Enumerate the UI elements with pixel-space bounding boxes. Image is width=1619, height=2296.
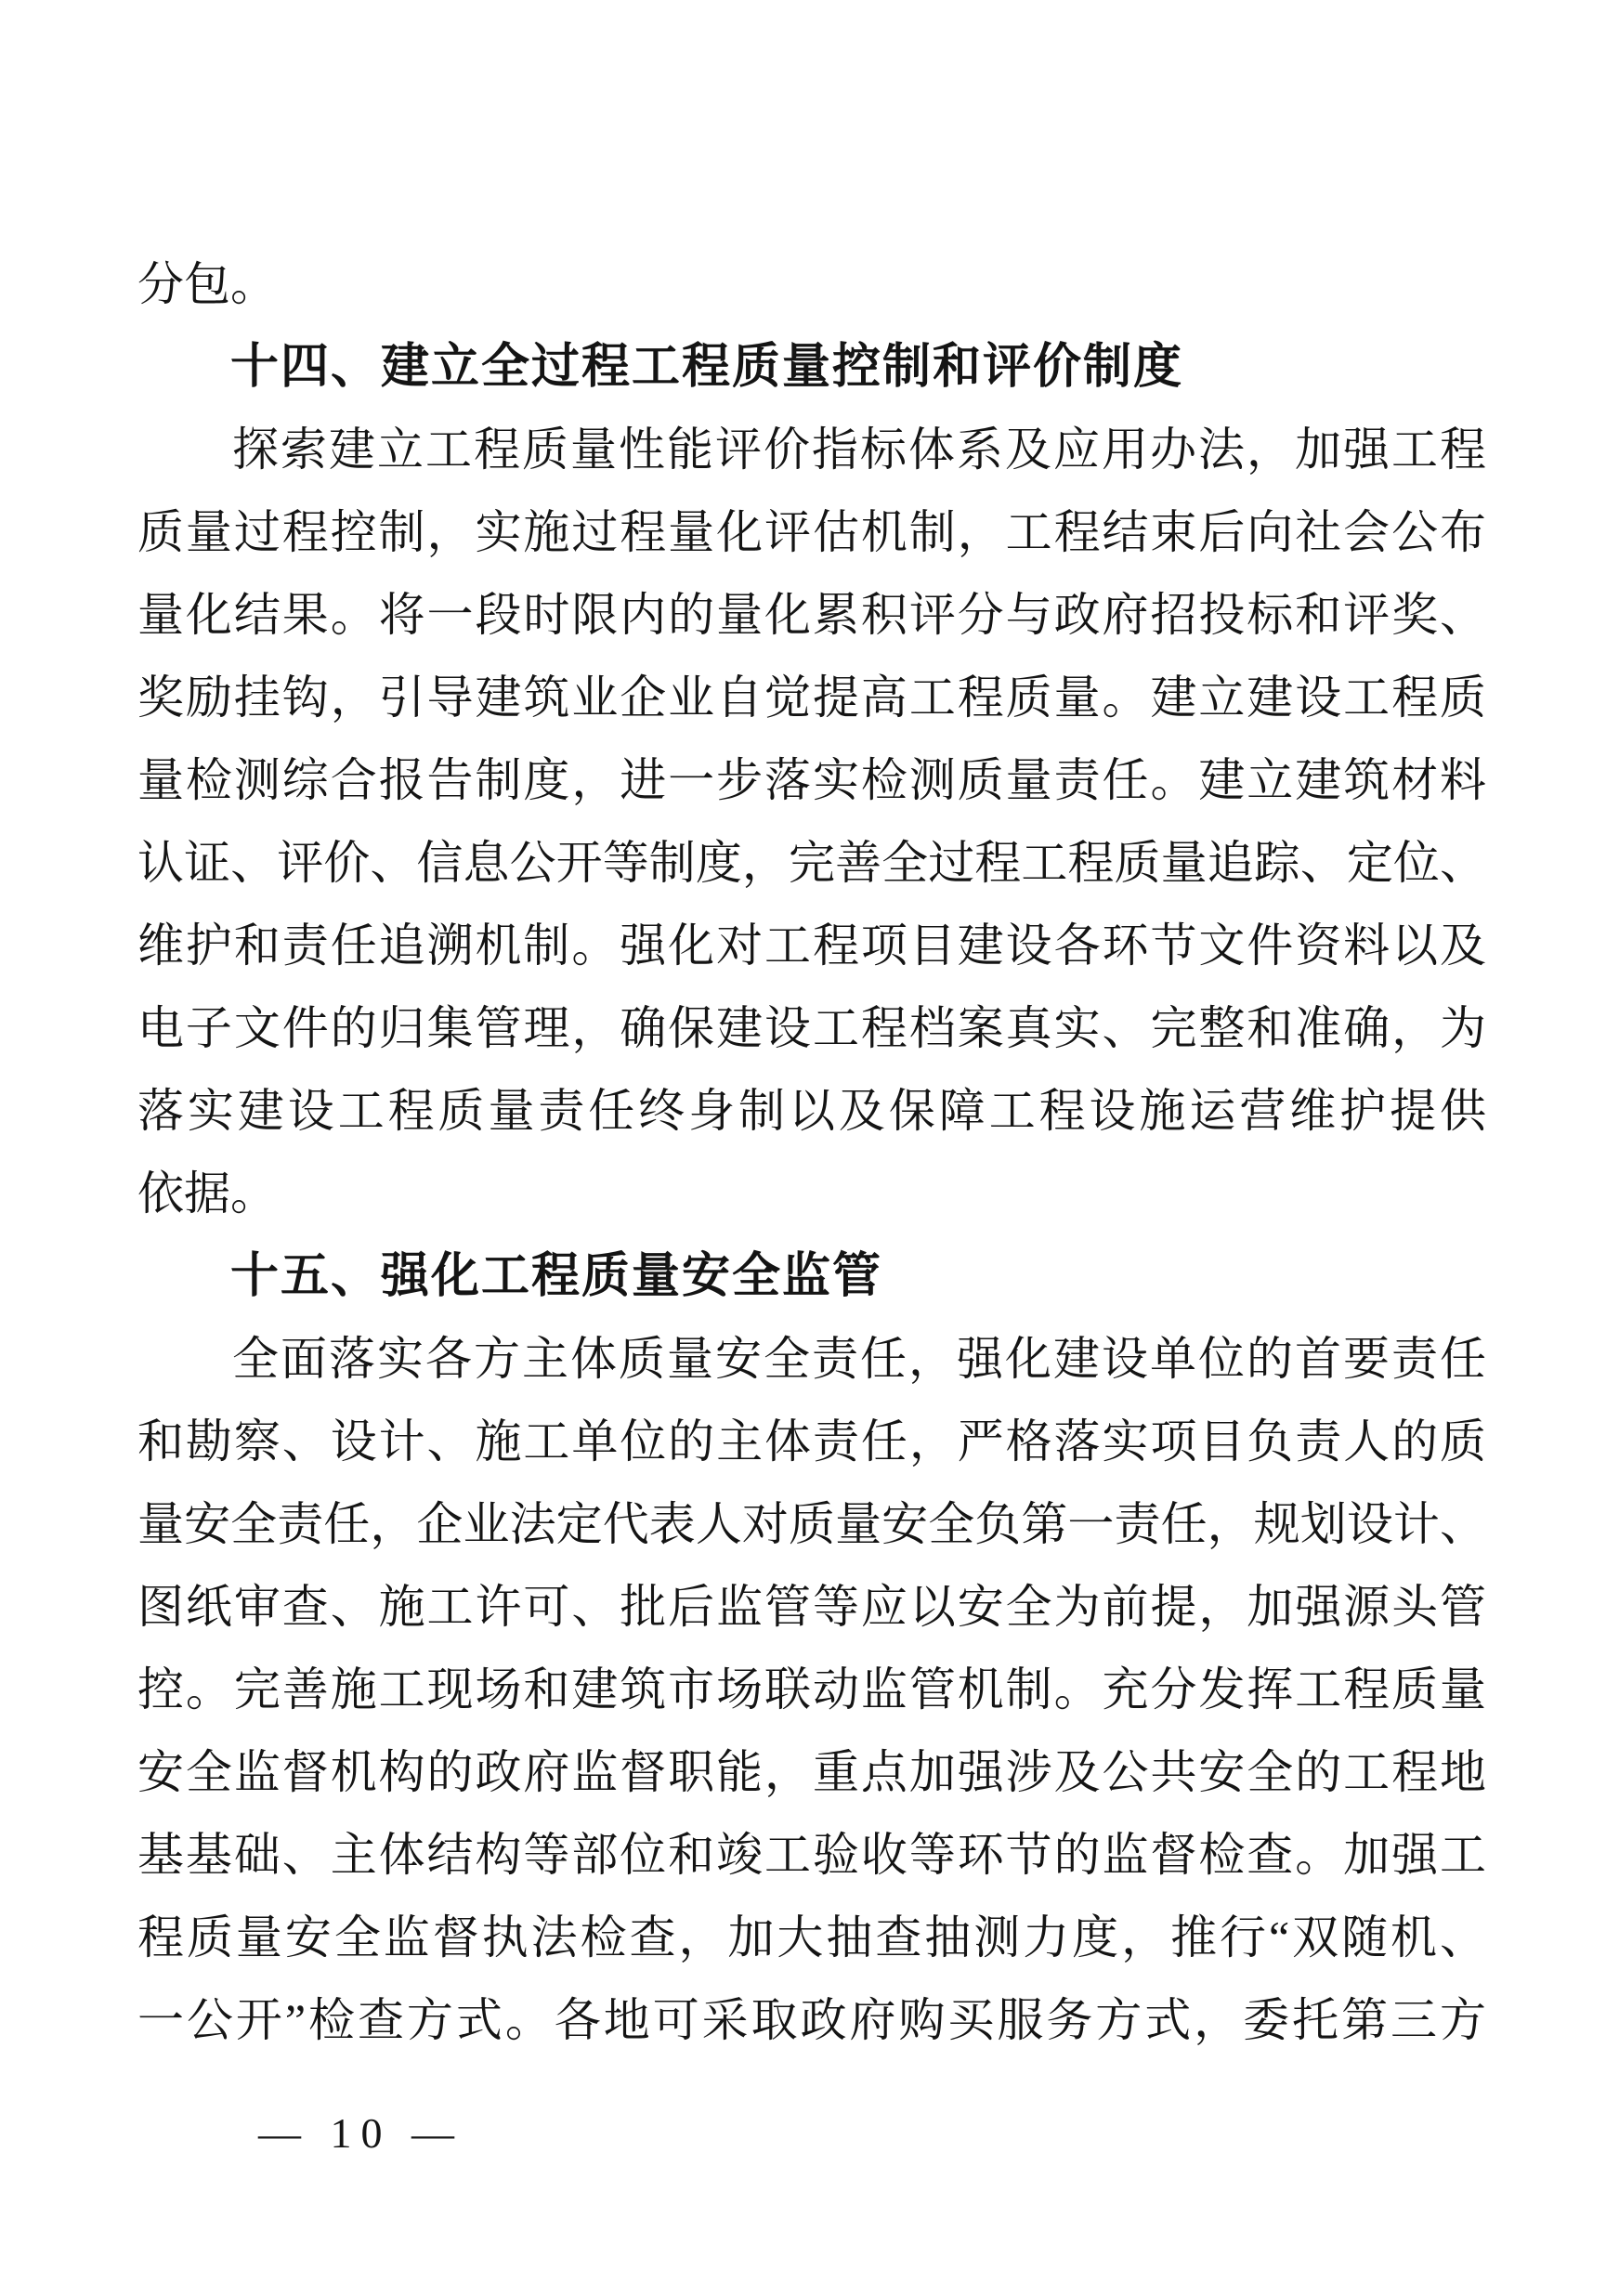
text-line: 探索建立工程质量性能评价指标体系及应用办法，加强工程 — [232, 424, 1486, 476]
text-line: 落实建设工程质量责任终身制以及保障工程设施运营维护提供 — [137, 1085, 1486, 1137]
text-line: 控。完善施工现场和建筑市场联动监管机制。充分发挥工程质量 — [137, 1663, 1486, 1715]
text-line: 量检测综合报告制度，进一步落实检测质量责任。建立建筑材料 — [137, 754, 1486, 806]
text-line: 量安全责任，企业法定代表人对质量安全负第一责任，规划设计、 — [137, 1498, 1486, 1550]
text-line: 量化结果。将一段时限内的量化累积评分与政府招投标和评奖、 — [137, 589, 1486, 641]
text-line: 电子文件的归集管理，确保建设工程档案真实、完整和准确，为 — [137, 1002, 1486, 1054]
paragraph-end-line: 分包。 — [137, 258, 277, 310]
text-line: 程质量安全监督执法检查，加大抽查抽测力度，推行“双随机、 — [137, 1911, 1486, 1963]
text-line: 图纸审查、施工许可、批后监管等应以安全为前提，加强源头管 — [137, 1581, 1486, 1633]
text-line: 一公开”检查方式。各地可采取政府购买服务方式，委托第三方 — [137, 1994, 1486, 2046]
section-heading-15: 十五、强化工程质量安全监管 — [230, 1249, 883, 1303]
text-line: 全面落实各方主体质量安全责任，强化建设单位的首要责任 — [232, 1333, 1486, 1385]
section-heading-14: 十四、建立全过程工程质量控制和评价制度 — [230, 340, 1184, 394]
page-number: — 10 — — [258, 2109, 464, 2157]
text-line: 奖励挂钩，引导建筑业企业自觉提高工程质量。建立建设工程质 — [137, 672, 1486, 724]
text-line: 认证、评价、信息公开等制度，完善全过程工程质量追踪、定位、 — [137, 837, 1486, 889]
text-line: 质量过程控制，实施过程量化评估机制，工程结束后向社会公布 — [137, 506, 1486, 558]
text-line: 维护和责任追溯机制。强化对工程项目建设各环节文件资料以及 — [137, 920, 1486, 972]
document-content — [137, 243, 1486, 2062]
paragraph-end-line: 依据。 — [137, 1168, 277, 1220]
text-line: 基基础、主体结构等部位和竣工验收等环节的监督检查。加强工 — [137, 1829, 1486, 1881]
text-line: 和勘察、设计、施工单位的主体责任，严格落实项目负责人的质 — [137, 1415, 1486, 1468]
text-line: 安全监督机构的政府监督职能，重点加强涉及公共安全的工程地 — [137, 1746, 1486, 1798]
